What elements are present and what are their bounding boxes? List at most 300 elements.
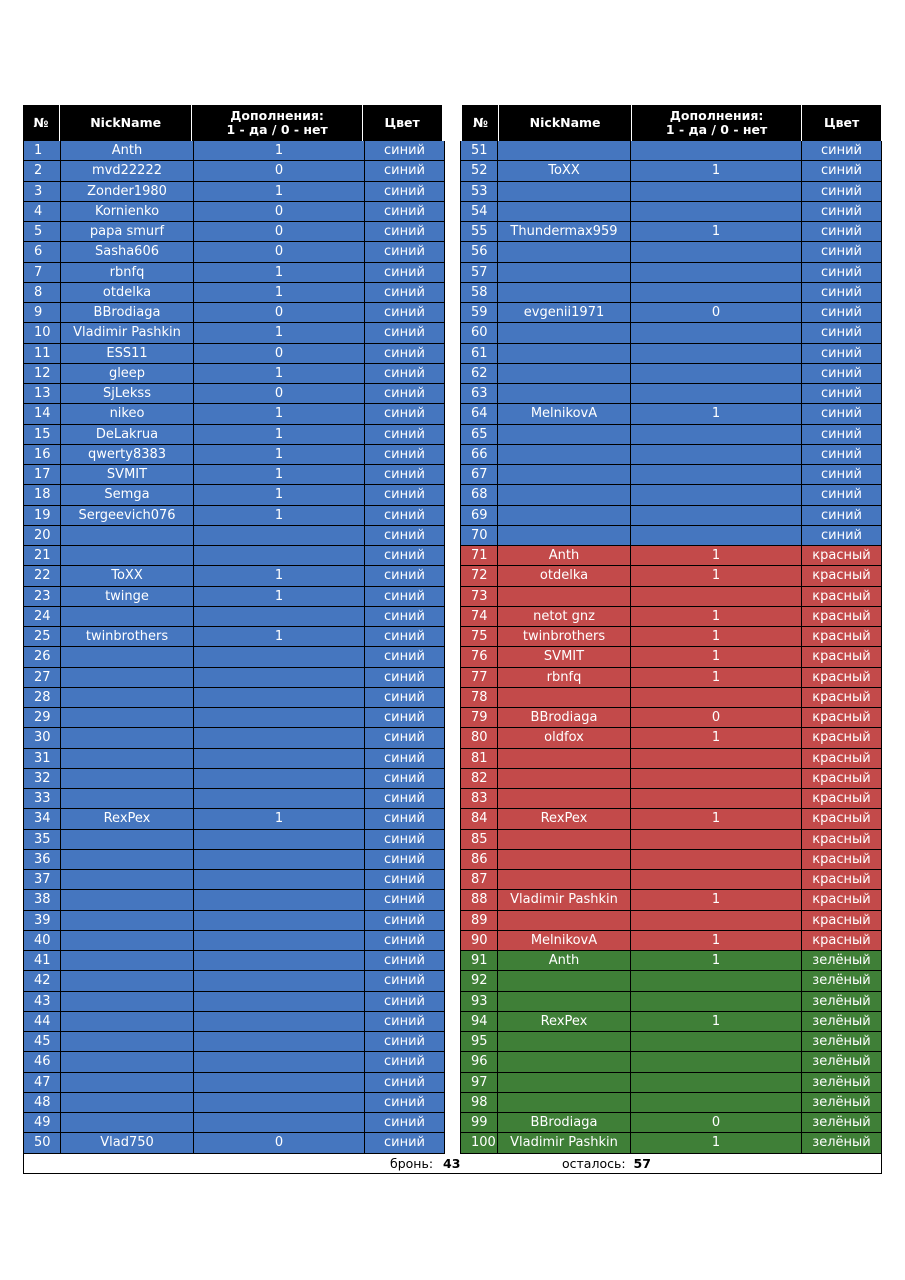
- row-color: зелёный: [802, 951, 882, 970]
- row-nickname: [498, 1032, 631, 1051]
- row-color: синий: [365, 587, 445, 606]
- table-row: [24, 850, 445, 870]
- row-number: 83: [461, 789, 498, 808]
- row-nickname: Vladimir Pashkin: [498, 890, 631, 909]
- row-nickname: Vladimir Pashkin: [61, 323, 194, 342]
- row-nickname: [498, 1073, 631, 1092]
- row-color: зелёный: [802, 1052, 882, 1071]
- row-number: 30: [24, 728, 61, 747]
- row-number: 35: [24, 830, 61, 849]
- row-nickname: [61, 1093, 194, 1112]
- row-number: 69: [461, 506, 498, 525]
- row-color: синий: [802, 323, 882, 342]
- row-addons: [194, 607, 365, 626]
- row-addons: 0: [631, 303, 802, 322]
- row-color: красный: [802, 870, 882, 889]
- table-row: [461, 668, 882, 688]
- row-addons: 1: [631, 809, 802, 828]
- table-row: [461, 1052, 882, 1072]
- table-row: [24, 992, 445, 1012]
- table-row: [461, 566, 882, 586]
- row-nickname: [498, 344, 631, 363]
- row-color: синий: [802, 364, 882, 383]
- row-number: 44: [24, 1012, 61, 1031]
- row-color: синий: [802, 384, 882, 403]
- row-addons: [631, 384, 802, 403]
- row-nickname: netot gnz: [498, 607, 631, 626]
- row-addons: [631, 850, 802, 869]
- table-row: [461, 384, 882, 404]
- row-number: 37: [24, 870, 61, 889]
- row-addons: [194, 971, 365, 990]
- table-row: [24, 1093, 445, 1113]
- row-color: синий: [365, 263, 445, 282]
- row-color: синий: [802, 141, 882, 160]
- row-nickname: Sasha606: [61, 242, 194, 261]
- table-row: [24, 931, 445, 951]
- table-row: [24, 1032, 445, 1052]
- row-color: синий: [365, 890, 445, 909]
- table-row: [461, 161, 882, 181]
- table-row: [461, 465, 882, 485]
- table-row: [24, 161, 445, 181]
- table-row: [24, 404, 445, 424]
- row-number: 32: [24, 769, 61, 788]
- row-nickname: [498, 202, 631, 221]
- row-color: красный: [802, 911, 882, 930]
- row-addons: 1: [631, 161, 802, 180]
- row-nickname: twinbrothers: [498, 627, 631, 646]
- row-color: синий: [365, 850, 445, 869]
- row-number: 79: [461, 708, 498, 727]
- row-addons: 1: [631, 222, 802, 241]
- table-row: [24, 627, 445, 647]
- row-number: 25: [24, 627, 61, 646]
- row-addons: 1: [194, 364, 365, 383]
- row-nickname: [498, 992, 631, 1011]
- row-addons: 1: [194, 323, 365, 342]
- row-nickname: [498, 1052, 631, 1071]
- row-addons: [194, 1012, 365, 1031]
- row-addons: [631, 1093, 802, 1112]
- column-gap: [443, 105, 463, 141]
- row-addons: 1: [194, 627, 365, 646]
- row-nickname: rbnfq: [498, 668, 631, 687]
- row-number: 10: [24, 323, 61, 342]
- table-row: [24, 911, 445, 931]
- row-color: красный: [802, 728, 882, 747]
- header-addons-right: [632, 105, 802, 141]
- header-num: №: [23, 105, 60, 141]
- row-number: 68: [461, 485, 498, 504]
- row-color: зелёный: [802, 1032, 882, 1051]
- row-number: 15: [24, 425, 61, 444]
- row-number: 82: [461, 769, 498, 788]
- row-nickname: [61, 749, 194, 768]
- row-addons: [631, 1073, 802, 1092]
- row-nickname: [61, 526, 194, 545]
- row-addons: [631, 465, 802, 484]
- row-addons: 1: [194, 566, 365, 585]
- row-color: красный: [802, 688, 882, 707]
- row-nickname: Vlad750: [61, 1133, 194, 1152]
- table-row: [24, 526, 445, 546]
- row-addons: [194, 911, 365, 930]
- row-color: синий: [365, 425, 445, 444]
- row-nickname: [498, 445, 631, 464]
- row-addons: [631, 283, 802, 302]
- row-addons: [194, 708, 365, 727]
- row-addons: 0: [194, 303, 365, 322]
- row-color: синий: [365, 971, 445, 990]
- row-number: 27: [24, 668, 61, 687]
- row-number: 85: [461, 830, 498, 849]
- row-nickname: [498, 587, 631, 606]
- table-row: [461, 830, 882, 850]
- row-number: 66: [461, 445, 498, 464]
- table-row: [24, 1052, 445, 1072]
- row-number: 58: [461, 283, 498, 302]
- row-nickname: SjLekss: [61, 384, 194, 403]
- table-row: [461, 971, 882, 991]
- row-addons: [194, 789, 365, 808]
- row-number: 78: [461, 688, 498, 707]
- row-nickname: BBrodiaga: [498, 708, 631, 727]
- row-number: 49: [24, 1113, 61, 1132]
- table-row: [24, 647, 445, 667]
- row-addons: [194, 688, 365, 707]
- row-color: синий: [802, 161, 882, 180]
- row-nickname: [498, 182, 631, 201]
- row-addons: [631, 1032, 802, 1051]
- row-addons: 1: [631, 607, 802, 626]
- row-addons: [194, 1093, 365, 1112]
- table-row: [24, 769, 445, 789]
- row-nickname: oldfox: [498, 728, 631, 747]
- row-color: красный: [802, 890, 882, 909]
- row-nickname: [61, 728, 194, 747]
- row-color: синий: [365, 647, 445, 666]
- row-color: синий: [802, 506, 882, 525]
- column-gap-body: [445, 141, 460, 1154]
- row-color: синий: [365, 283, 445, 302]
- table-row: [461, 1113, 882, 1133]
- row-color: синий: [365, 1052, 445, 1071]
- left-column: [23, 141, 445, 1154]
- row-nickname: [61, 951, 194, 970]
- table-row: [24, 242, 445, 262]
- table-row: [461, 931, 882, 951]
- table-row: [24, 364, 445, 384]
- row-color: красный: [802, 607, 882, 626]
- row-number: 14: [24, 404, 61, 423]
- row-number: 41: [24, 951, 61, 970]
- row-color: синий: [365, 931, 445, 950]
- row-number: 1: [24, 141, 61, 160]
- row-number: 75: [461, 627, 498, 646]
- row-number: 29: [24, 708, 61, 727]
- row-number: 33: [24, 789, 61, 808]
- row-number: 18: [24, 485, 61, 504]
- row-number: 12: [24, 364, 61, 383]
- row-color: красный: [802, 830, 882, 849]
- row-number: 34: [24, 809, 61, 828]
- row-color: синий: [802, 425, 882, 444]
- header-num-right: №: [462, 105, 499, 141]
- row-color: красный: [802, 789, 882, 808]
- table-row: [24, 485, 445, 505]
- row-nickname: otdelka: [61, 283, 194, 302]
- table-row: [461, 303, 882, 323]
- row-nickname: papa smurf: [61, 222, 194, 241]
- row-nickname: DeLakrua: [61, 425, 194, 444]
- row-nickname: SVMIT: [61, 465, 194, 484]
- row-nickname: [61, 1052, 194, 1071]
- table-header: [23, 105, 882, 141]
- row-nickname: evgenii1971: [498, 303, 631, 322]
- table-row: [461, 728, 882, 748]
- table-row: [461, 587, 882, 607]
- row-number: 70: [461, 526, 498, 545]
- row-color: красный: [802, 931, 882, 950]
- row-color: зелёный: [802, 1093, 882, 1112]
- row-color: зелёный: [802, 1073, 882, 1092]
- row-color: синий: [365, 1133, 445, 1152]
- row-color: синий: [365, 1032, 445, 1051]
- row-nickname: [61, 1113, 194, 1132]
- row-nickname: [498, 870, 631, 889]
- row-nickname: Anth: [61, 141, 194, 160]
- row-nickname: [498, 323, 631, 342]
- remaining-label: осталось:: [562, 1155, 626, 1171]
- row-addons: [631, 526, 802, 545]
- row-number: 21: [24, 546, 61, 565]
- row-addons: [631, 1052, 802, 1071]
- row-addons: [631, 971, 802, 990]
- row-color: синий: [802, 222, 882, 241]
- table-row: [461, 708, 882, 728]
- row-color: синий: [365, 404, 445, 423]
- row-nickname: [498, 384, 631, 403]
- row-nickname: [498, 830, 631, 849]
- row-nickname: [61, 607, 194, 626]
- row-nickname: Thundermax959: [498, 222, 631, 241]
- row-number: 22: [24, 566, 61, 585]
- table-row: [461, 1073, 882, 1093]
- row-number: 61: [461, 344, 498, 363]
- row-addons: [631, 364, 802, 383]
- row-color: синий: [365, 809, 445, 828]
- row-number: 60: [461, 323, 498, 342]
- row-number: 51: [461, 141, 498, 160]
- row-color: синий: [365, 870, 445, 889]
- row-nickname: [498, 526, 631, 545]
- row-color: синий: [365, 182, 445, 201]
- row-number: 56: [461, 242, 498, 261]
- row-addons: 0: [631, 708, 802, 727]
- row-addons: 1: [631, 1012, 802, 1031]
- table-row: [24, 728, 445, 748]
- row-nickname: mvd22222: [61, 161, 194, 180]
- row-number: 96: [461, 1052, 498, 1071]
- row-number: 95: [461, 1032, 498, 1051]
- table-row: [24, 222, 445, 242]
- row-addons: [631, 789, 802, 808]
- row-nickname: SVMIT: [498, 647, 631, 666]
- table-row: [24, 384, 445, 404]
- row-number: 50: [24, 1133, 61, 1152]
- row-addons: 1: [194, 465, 365, 484]
- table-row: [24, 789, 445, 809]
- row-nickname: [61, 708, 194, 727]
- row-nickname: [498, 749, 631, 768]
- table-row: [461, 222, 882, 242]
- table-row: [24, 830, 445, 850]
- table-row: [24, 141, 445, 161]
- row-addons: [631, 992, 802, 1011]
- row-color: синий: [365, 202, 445, 221]
- row-addons: 0: [194, 222, 365, 241]
- row-color: синий: [365, 607, 445, 626]
- table-row: [461, 202, 882, 222]
- row-nickname: [498, 242, 631, 261]
- row-number: 81: [461, 749, 498, 768]
- table-row: [461, 890, 882, 910]
- row-nickname: [61, 1032, 194, 1051]
- row-color: синий: [365, 992, 445, 1011]
- row-number: 7: [24, 263, 61, 282]
- row-nickname: [61, 931, 194, 950]
- row-addons: [631, 344, 802, 363]
- row-nickname: [61, 890, 194, 909]
- table-row: [461, 506, 882, 526]
- row-addons: 1: [194, 506, 365, 525]
- row-addons: [194, 769, 365, 788]
- row-number: 31: [24, 749, 61, 768]
- row-color: синий: [365, 546, 445, 565]
- row-number: 26: [24, 647, 61, 666]
- row-addons: [631, 182, 802, 201]
- row-number: 16: [24, 445, 61, 464]
- row-number: 13: [24, 384, 61, 403]
- booking-sheet: [23, 105, 882, 1174]
- row-number: 57: [461, 263, 498, 282]
- row-color: синий: [802, 303, 882, 322]
- row-color: синий: [365, 485, 445, 504]
- row-number: 54: [461, 202, 498, 221]
- table-row: [461, 850, 882, 870]
- table-row: [461, 1032, 882, 1052]
- row-color: синий: [365, 789, 445, 808]
- row-number: 100: [461, 1133, 498, 1152]
- row-nickname: [61, 769, 194, 788]
- row-color: синий: [365, 526, 445, 545]
- row-color: синий: [802, 465, 882, 484]
- row-color: синий: [365, 668, 445, 687]
- row-addons: [631, 688, 802, 707]
- table-row: [461, 688, 882, 708]
- row-nickname: [61, 850, 194, 869]
- row-color: синий: [365, 951, 445, 970]
- row-addons: 1: [631, 1133, 802, 1152]
- booked-value: 43: [443, 1155, 461, 1171]
- table-row: [461, 242, 882, 262]
- row-nickname: [498, 911, 631, 930]
- row-number: 71: [461, 546, 498, 565]
- remaining-value: 57: [633, 1155, 651, 1171]
- row-nickname: Anth: [498, 951, 631, 970]
- table-row: [461, 809, 882, 829]
- row-addons: [631, 202, 802, 221]
- row-color: красный: [802, 627, 882, 646]
- row-addons: [631, 263, 802, 282]
- row-number: 67: [461, 465, 498, 484]
- row-nickname: Sergeevich076: [61, 506, 194, 525]
- row-nickname: [61, 830, 194, 849]
- row-addons: 1: [631, 647, 802, 666]
- table-row: [461, 344, 882, 364]
- table-row: [461, 141, 882, 161]
- row-color: синий: [802, 485, 882, 504]
- row-color: красный: [802, 749, 882, 768]
- row-addons: 1: [631, 728, 802, 747]
- header-addons-line2-right: 1 - да / 0 - нет: [665, 122, 768, 137]
- row-color: синий: [365, 465, 445, 484]
- row-nickname: [61, 1073, 194, 1092]
- row-number: 89: [461, 911, 498, 930]
- row-color: синий: [365, 911, 445, 930]
- row-nickname: otdelka: [498, 566, 631, 585]
- row-color: красный: [802, 850, 882, 869]
- row-addons: [194, 992, 365, 1011]
- row-number: 94: [461, 1012, 498, 1031]
- row-number: 93: [461, 992, 498, 1011]
- row-color: синий: [365, 344, 445, 363]
- row-color: синий: [365, 506, 445, 525]
- row-number: 42: [24, 971, 61, 990]
- table-row: [461, 323, 882, 343]
- table-row: [24, 971, 445, 991]
- row-nickname: [498, 971, 631, 990]
- row-number: 99: [461, 1113, 498, 1132]
- table-row: [461, 647, 882, 667]
- row-color: зелёный: [802, 1012, 882, 1031]
- row-number: 91: [461, 951, 498, 970]
- row-number: 88: [461, 890, 498, 909]
- row-addons: 0: [194, 344, 365, 363]
- row-nickname: [61, 870, 194, 889]
- row-number: 62: [461, 364, 498, 383]
- header-addons-line1-right: Дополнения:: [669, 108, 764, 123]
- row-nickname: rbnfq: [61, 263, 194, 282]
- row-color: синий: [365, 728, 445, 747]
- row-number: 80: [461, 728, 498, 747]
- row-color: красный: [802, 647, 882, 666]
- table-row: [24, 749, 445, 769]
- table-row: [461, 749, 882, 769]
- row-nickname: [498, 769, 631, 788]
- row-addons: 1: [194, 283, 365, 302]
- row-number: 74: [461, 607, 498, 626]
- row-number: 36: [24, 850, 61, 869]
- table-row: [461, 364, 882, 384]
- row-addons: [631, 587, 802, 606]
- row-number: 92: [461, 971, 498, 990]
- header-addons-line1: Дополнения:: [230, 108, 324, 123]
- row-color: синий: [365, 769, 445, 788]
- row-number: 59: [461, 303, 498, 322]
- table-row: [24, 263, 445, 283]
